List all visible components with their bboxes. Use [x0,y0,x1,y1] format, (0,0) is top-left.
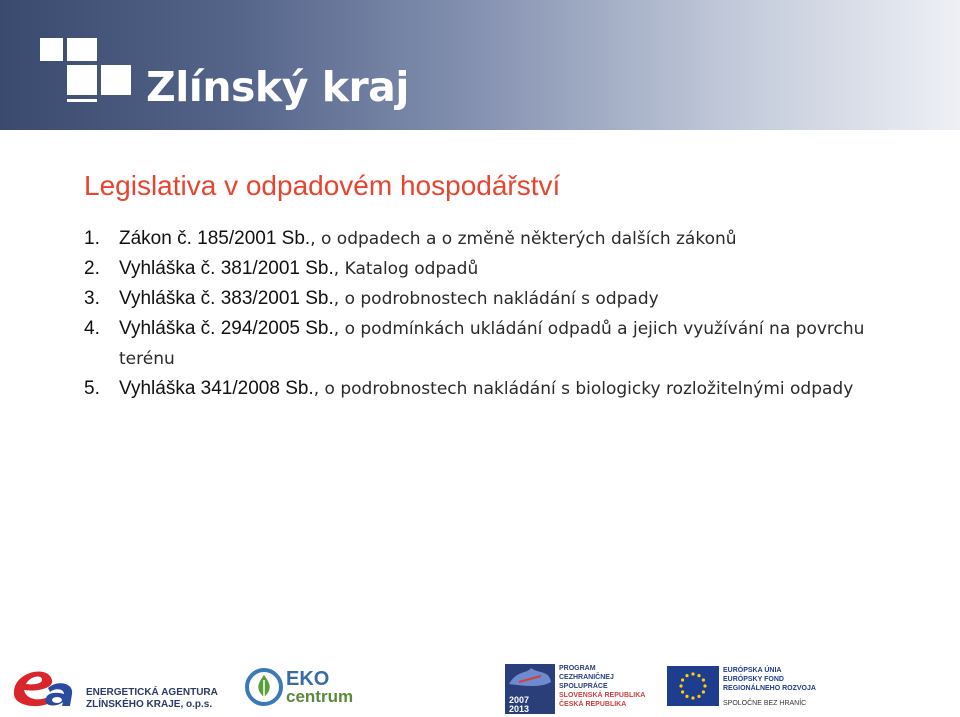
item-lead: Vyhláška č. 383/2001 Sb. [119,288,334,309]
list-item [84,314,914,374]
brand-name: Zlínský kraj [146,63,409,111]
item-text: , o podrobnostech nakládání s odpady [333,289,659,309]
program-line1: PROGRAM [559,665,596,672]
program-map-icon [505,664,555,694]
list-item [84,254,914,284]
item-number: 5. [84,378,100,399]
ea-logo-icon [8,658,78,710]
program-line4: SLOVENSKÁ REPUBLIKA [559,692,646,699]
item-number: 1. [84,228,100,249]
item-number: 2. [84,258,100,279]
page-title: Legislativa v odpadovém hospodářství [84,170,561,201]
item-number: 4. [84,318,100,339]
eko-line2: centrum [286,687,354,706]
item-lead: Vyhláška č. 294/2005 Sb. [119,318,334,339]
item-text: , o odpadech a o změně některých dalších zákonů [310,229,737,249]
eko-drop-icon [245,668,283,706]
header-banner [0,0,960,130]
list-item [84,284,914,314]
program-line3: SPOLUPRÁCE [559,683,608,690]
item-lead: Vyhláška č. 381/2001 Sb. [119,258,334,279]
program-name [559,664,669,709]
item-lead: Zákon č. 185/2001 Sb. [119,228,311,249]
eu-line3: REGIONÁLNEHO ROZVOJA [723,685,816,692]
eko-line1: EKO [286,668,330,690]
list-item [84,374,914,404]
program-year-end: 2013 [509,704,530,714]
energy-agency-line1: ENERGETICKÁ AGENTURA [86,687,218,698]
item-number: 3. [84,288,100,309]
eu-line2: EURÓPSKY FOND [723,676,784,683]
eu-line1: EURÓPSKA ÚNIA [723,667,782,674]
eu-fund-name [723,666,843,708]
eu-flag-icon [667,666,719,706]
legislation-list [84,224,914,404]
program-year-start: 2007 [509,695,530,705]
eu-line4: SPOLOČNE BEZ HRANÍC [723,700,807,707]
item-lead: Vyhláška 341/2008 Sb. [119,378,314,399]
footer-logos [0,650,960,717]
eko-centrum-name [286,670,353,706]
program-years [509,696,529,714]
item-text: , o podrobnostech nakládání s biologicky rozložitelnými odpady [313,379,854,399]
program-line5: ČESKÁ REPUBLIKA [559,701,627,708]
program-line2: CEZHRANIČNEJ [559,674,614,681]
list-item [84,224,914,254]
item-text: , Katalog odpadů [333,259,479,279]
energy-agency-name [86,687,236,711]
energy-agency-line2: ZLÍNSKÉHO KRAJE, o.p.s. [86,699,213,710]
item-text: , o podmínkách ukládání odpadů a jejich využívání na povrchu terénu [119,319,865,369]
